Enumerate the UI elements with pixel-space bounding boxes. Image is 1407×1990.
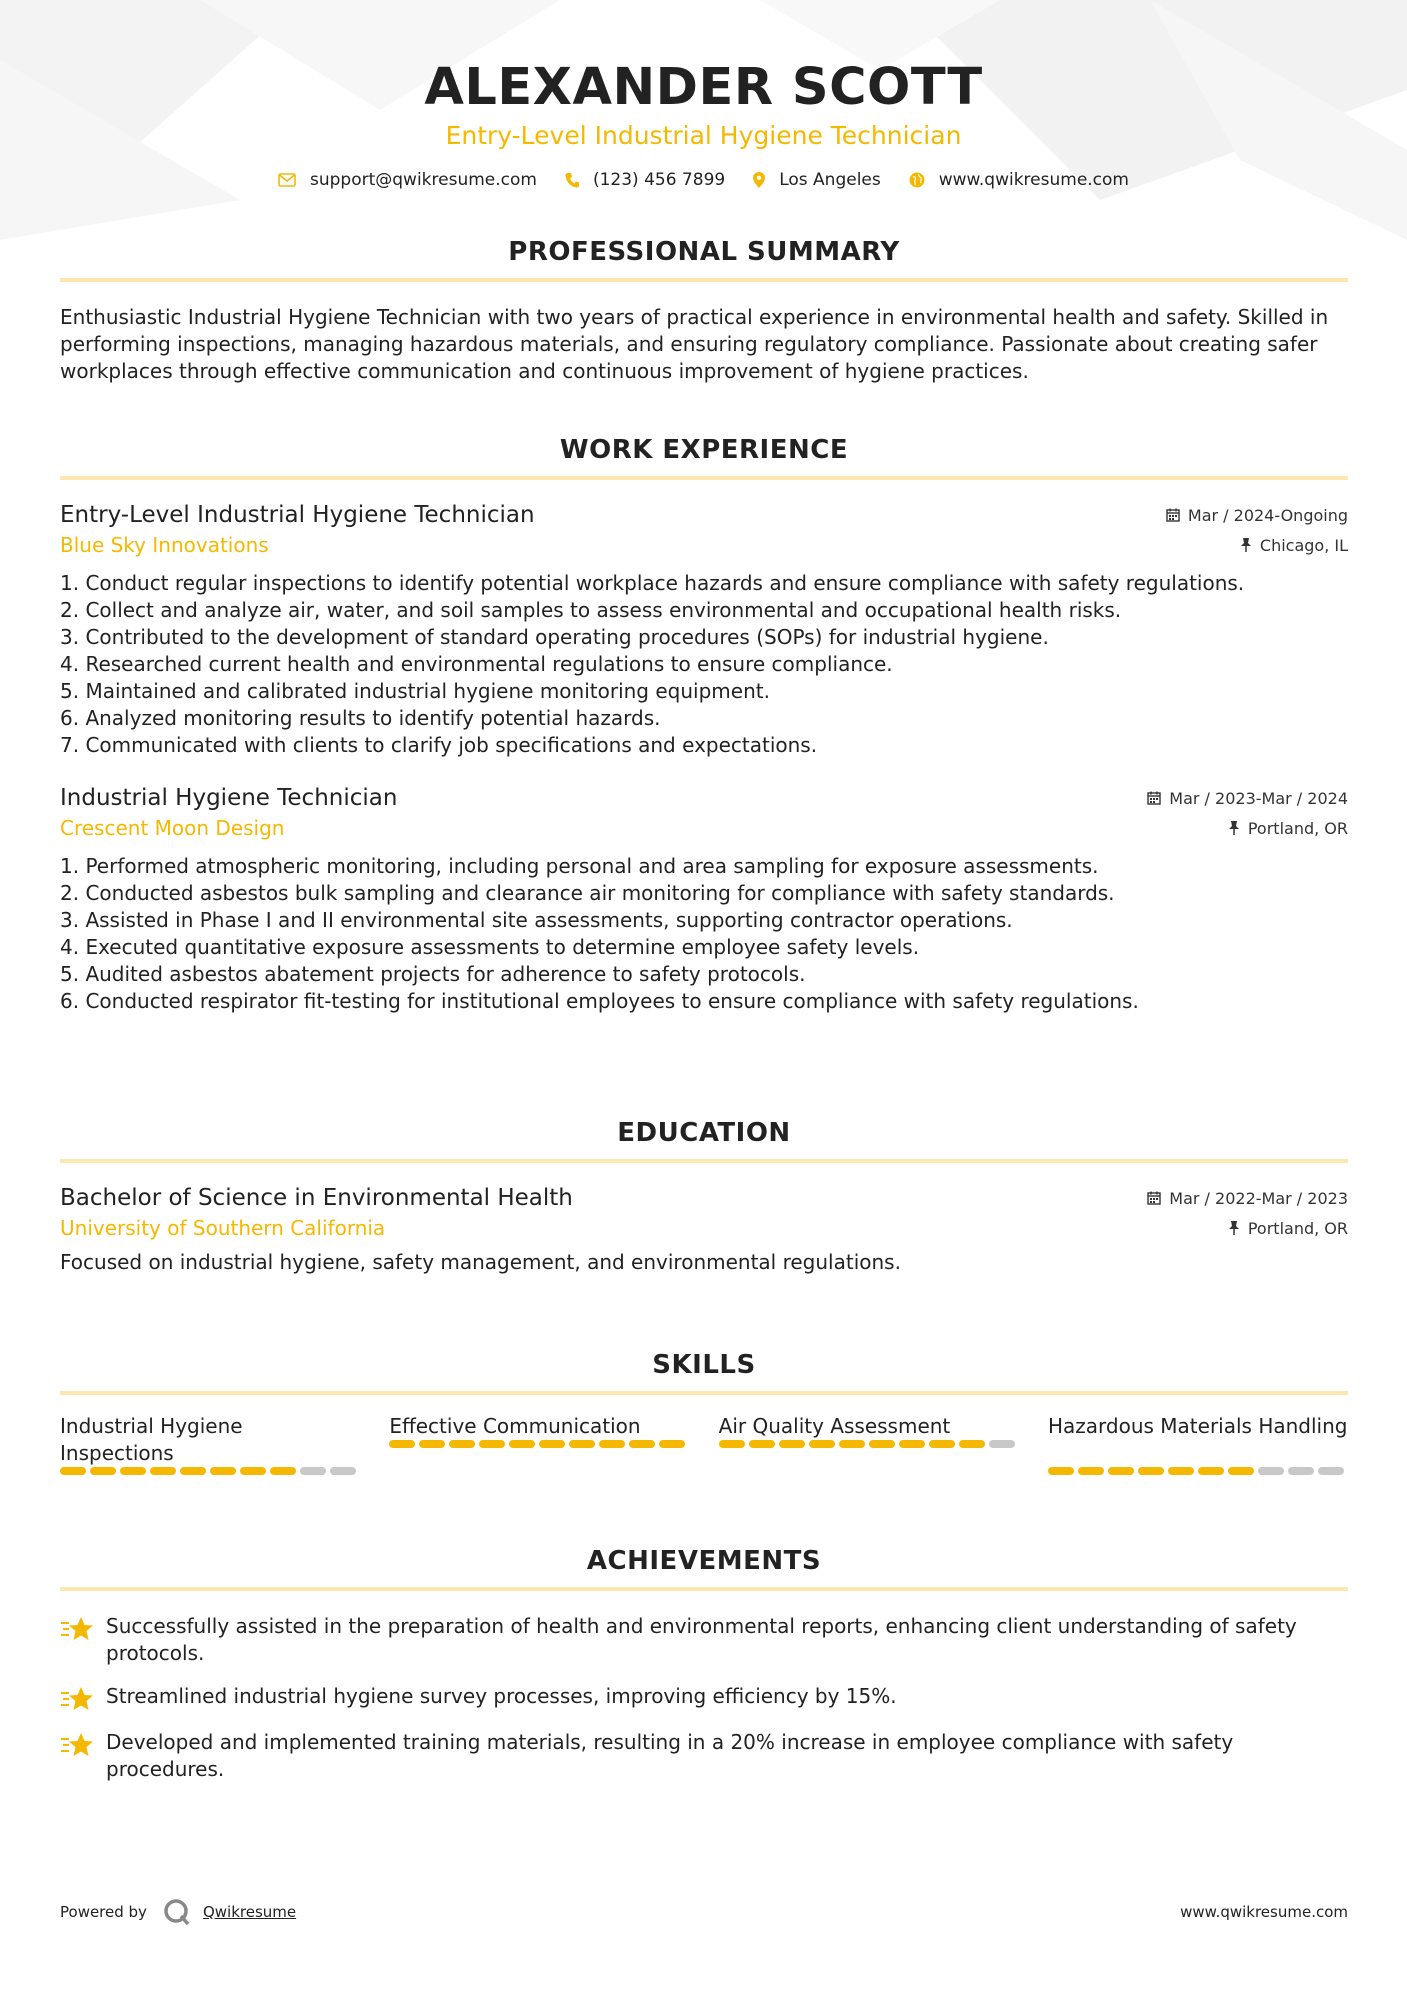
rating-dot-filled [539,1440,565,1448]
powered-by [60,1898,296,1926]
rating-dot-filled [90,1467,116,1475]
website-text: www.qwikresume.com [938,170,1129,190]
rating-dot-filled [959,1440,985,1448]
list-item: 4. Researched current health and environmental regulations to ensure compliance. [60,652,893,676]
skill-rating [389,1440,689,1448]
pushpin-icon [1228,1221,1240,1235]
rating-dot-empty [1318,1467,1344,1475]
education-heading: EDUCATION [617,1118,791,1148]
star-badge-icon [60,1615,94,1643]
section-divider [60,1159,1348,1163]
job-dates [1166,506,1348,525]
list-item: 1. Conduct regular inspections to identify potential workplace hazards and ensure compliance with safety regulations. [60,571,1245,595]
education-location [1228,1219,1348,1238]
job-entry [60,783,1348,1015]
powered-by-label: Powered by [60,1903,147,1921]
rating-dot-filled [1138,1467,1164,1475]
achievement-text: Streamlined industrial hygiene survey processes, improving efficiency by 15%. [106,1684,897,1708]
resume-footer [60,1898,1348,1926]
section-divider [60,1587,1348,1591]
skill-name: Effective Communication [389,1414,641,1438]
job-company: Blue Sky Innovations [60,533,269,557]
contact-website[interactable] [909,170,1129,190]
achievements-list [60,1613,1348,1783]
skill-name: Industrial Hygiene Inspections [60,1414,243,1465]
job-bullets [60,570,1348,759]
rating-dot-filled [509,1440,535,1448]
email-text: support@qwikresume.com [310,170,537,190]
rating-dot-empty [989,1440,1015,1448]
job-title: Industrial Hygiene Technician [60,785,398,811]
rating-dot-filled [1048,1467,1074,1475]
education-entry [60,1183,1348,1276]
rating-dot-filled [240,1467,266,1475]
list-item: 6. Conducted respirator fit-testing for institutional employees to ensure compliance with safety regulations. [60,989,1139,1013]
skill-item [60,1413,360,1475]
rating-dot-empty [330,1467,356,1475]
location-text: Los Angeles [779,170,881,190]
summary-section [60,236,1348,385]
rating-dot-empty [1288,1467,1314,1475]
candidate-role: Entry-Level Industrial Hygiene Technician [445,121,962,150]
job-title: Entry-Level Industrial Hygiene Technician [60,502,535,528]
envelope-icon [278,173,296,187]
skills-grid [60,1413,1348,1475]
education-dates [1147,1189,1348,1208]
rating-dot-filled [839,1440,865,1448]
globe-icon [909,172,925,188]
list-item: 5. Audited asbestos abatement projects for adherence to safety protocols. [60,962,806,986]
rating-dot-filled [1168,1467,1194,1475]
experience-heading: WORK EXPERIENCE [559,435,849,465]
rating-dot-filled [479,1440,505,1448]
list-item [60,1613,1348,1667]
list-item: 3. Contributed to the development of standard operating procedures (SOPs) for industrial hygiene. [60,625,1049,649]
skill-item [389,1413,689,1475]
skills-heading: SKILLS [652,1350,756,1380]
brand-link[interactable]: Qwikresume [202,1903,297,1921]
achievements-section [60,1545,1348,1799]
pushpin-icon [1228,821,1240,835]
job-location-text: Chicago, IL [1259,535,1348,555]
calendar-icon [1147,1191,1161,1205]
contact-location [753,170,881,190]
qwikresume-logo-icon [163,1898,191,1926]
skills-section [60,1349,1348,1475]
phone-text: (123) 456 7899 [592,170,726,190]
job-bullets [60,853,1348,1015]
summary-heading: PROFESSIONAL SUMMARY [508,237,900,267]
achievement-text: Successfully assisted in the preparation of health and environmental reports, enhancing client understanding of safety protocols. [106,1614,1297,1665]
rating-dot-filled [1198,1467,1224,1475]
rating-dot-filled [659,1440,685,1448]
rating-dot-filled [869,1440,895,1448]
rating-dot-filled [1228,1467,1254,1475]
experience-section [60,434,1348,1015]
list-item [60,1729,1348,1783]
footer-website[interactable]: www.qwikresume.com [1180,1903,1348,1921]
list-item: 4. Executed quantitative exposure assessments to determine employee safety levels. [60,935,920,959]
rating-dot-filled [569,1440,595,1448]
skill-rating [60,1467,360,1475]
candidate-name: ALEXANDER SCOTT [424,58,983,117]
section-divider [60,278,1348,282]
rating-dot-filled [899,1440,925,1448]
education-location-text: Portland, OR [1247,1218,1348,1238]
rating-dot-filled [180,1467,206,1475]
rating-dot-filled [719,1440,745,1448]
list-item: 2. Conducted asbestos bulk sampling and clearance air monitoring for compliance with safety standards. [60,881,1115,905]
skill-item [1048,1413,1348,1475]
rating-dot-filled [120,1467,146,1475]
pushpin-icon [1240,538,1252,552]
list-item [60,1683,1348,1713]
rating-dot-filled [210,1467,236,1475]
degree-title: Bachelor of Science in Environmental Health [60,1185,573,1211]
list-item: 6. Analyzed monitoring results to identify potential hazards. [60,706,661,730]
rating-dot-filled [779,1440,805,1448]
star-badge-icon [60,1731,94,1759]
list-item: 1. Performed atmospheric monitoring, including personal and area sampling for exposure assessments. [60,854,1099,878]
skill-rating [1048,1467,1348,1475]
skill-name: Air Quality Assessment [718,1414,951,1438]
rating-dot-filled [599,1440,625,1448]
rating-dot-empty [300,1467,326,1475]
education-section [60,1117,1348,1276]
contact-bar [0,170,1407,190]
list-item: 5. Maintained and calibrated industrial hygiene monitoring equipment. [60,679,770,703]
job-location [1240,536,1348,555]
rating-dot-filled [809,1440,835,1448]
calendar-icon [1147,791,1161,805]
section-divider [60,476,1348,480]
rating-dot-empty [1258,1467,1284,1475]
rating-dot-filled [60,1467,86,1475]
contact-phone[interactable] [565,170,725,190]
skill-item [719,1413,1019,1475]
education-dates-text: Mar / 2022-Mar / 2023 [1169,1188,1348,1208]
job-location [1228,819,1348,838]
skill-name: Hazardous Materials Handling [1047,1414,1348,1438]
phone-icon [565,172,579,188]
section-divider [60,1391,1348,1395]
achievements-heading: ACHIEVEMENTS [586,1546,822,1576]
list-item: 7. Communicated with clients to clarify job specifications and expectations. [60,733,818,757]
education-description: Focused on industrial hygiene, safety management, and environmental regulations. [60,1250,901,1274]
achievement-text: Developed and implemented training materials, resulting in a 20% increase in employee compliance with safety procedures. [106,1730,1234,1781]
rating-dot-filled [419,1440,445,1448]
rating-dot-filled [749,1440,775,1448]
list-item: 3. Assisted in Phase I and II environmental site assessments, supporting contractor operations. [60,908,1013,932]
job-company: Crescent Moon Design [60,816,285,840]
calendar-icon [1166,508,1180,522]
rating-dot-filled [1078,1467,1104,1475]
job-dates [1147,789,1348,808]
rating-dot-filled [449,1440,475,1448]
rating-dot-filled [929,1440,955,1448]
rating-dot-filled [629,1440,655,1448]
rating-dot-filled [270,1467,296,1475]
rating-dot-filled [1108,1467,1134,1475]
list-item: 2. Collect and analyze air, water, and soil samples to assess environmental and occupational health risks. [60,598,1122,622]
job-dates-text: Mar / 2024-Ongoing [1187,505,1348,525]
job-entry [60,500,1348,759]
job-location-text: Portland, OR [1247,818,1348,838]
resume-header [0,0,1407,190]
skill-rating [719,1440,1019,1448]
school-name: University of Southern California [60,1216,386,1240]
job-dates-text: Mar / 2023-Mar / 2024 [1169,788,1348,808]
map-pin-icon [753,172,765,188]
rating-dot-filled [389,1440,415,1448]
rating-dot-filled [150,1467,176,1475]
contact-email[interactable] [278,170,537,190]
star-badge-icon [60,1685,94,1713]
summary-text: Enthusiastic Industrial Hygiene Technician with two years of practical experience in environmental health and safety. Skilled in performing inspections, managing hazardous materials, and ensuring regulatory compliance. Passionate about creating safer workplaces through effective communication and continuous improvement of hygiene practices. [60,305,1329,383]
